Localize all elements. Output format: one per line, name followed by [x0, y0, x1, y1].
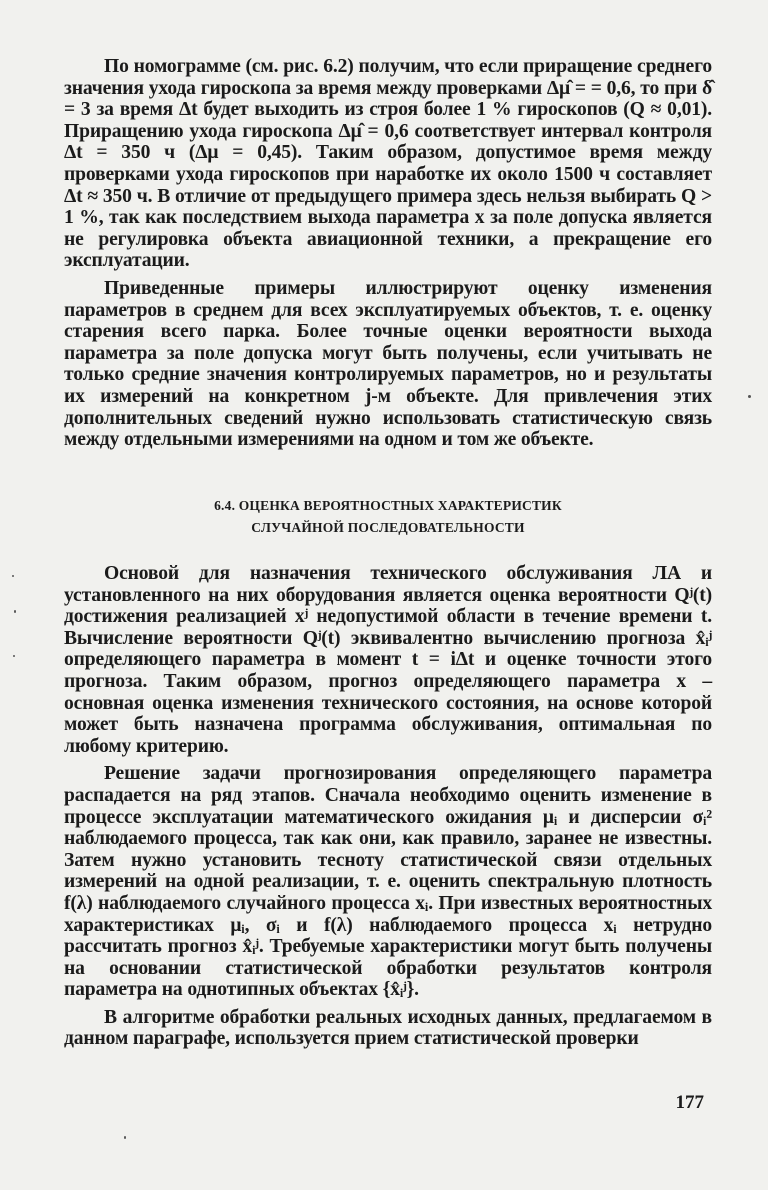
paragraph-solution: Решение задачи прогнозирования определяющего параметра распадается на ряд этапов. Сначала необходимо оценить изменение в процессе эксплуатации математического ожидания μᵢ и дисперсии σᵢ² наблюдаемого процесса, так как они, как правило, заранее не известны. Затем нужно установить тесноту статистической связи отдельных измерений на одной реализации, т. е. оценить спектральную плотность f(λ) наблюдаемого случайного процесса xᵢ. При известных вероятностных характеристиках μᵢ, σᵢ и f(λ) наблюдаемого процесса xᵢ нетрудно рассчитать прогноз x̂ᵢʲ. Требуемые характеристики могут быть получены на основании статистической обработки результатов контроля параметра на однотипных объектах {x̂ᵢʲ}.: [64, 763, 712, 1001]
page-number: 177: [675, 1092, 704, 1113]
scan-speck: [12, 575, 14, 577]
text-block-top: [64, 56, 712, 451]
scan-speck: [124, 1136, 126, 1139]
section-heading-line-1: 6.4. ОЦЕНКА ВЕРОЯТНОСТНЫХ ХАРАКТЕРИСТИК: [214, 498, 562, 513]
section-heading-line-2: СЛУЧАЙНОЙ ПОСЛЕДОВАТЕЛЬНОСТИ: [251, 520, 525, 535]
paragraph-algorithm: В алгоритме обработки реальных исходных данных, предлагаемом в данном параграфе, используется прием статистической проверки: [64, 1006, 712, 1050]
paragraph-nomogram: По номограмме (см. рис. 6.2) получим, что если приращение среднего значения ухода гироскопа за время между проверками Δμ̂ = = 0,6, то при δ̂ = 3 за время Δt будет выходить из строя более 1 % гироскопов (Q ≈ 0,01). Приращению ухода гироскопа Δμ̂ = 0,6 соответствует интервал контроля Δt = 350 ч (Δμ = 0,45). Таким образом, допустимое время между проверками ухода гироскопов при наработке их около 1500 ч составляет Δt ≈ 350 ч. В отличие от предыдущего примера здесь нельзя выбирать Q > 1 %, так как последствием выхода параметра x за поле допуска является не регулировка объекта авиационной техники, а прекращение его эксплуатации.: [64, 56, 712, 272]
paragraph-basis: Основой для назначения технического обслуживания ЛА и установленного на них оборудования является оценка вероятности Qʲ(t) достижения реализацией xʲ недопустимой области в течение времени t. Вычисление вероятности Qʲ(t) эквивалентно вычислению прогноза x̂ᵢʲ определяющего параметра в момент t = iΔt и оценке точности этого прогноза. Таким образом, прогноз определяющего параметра x – основная оценка изменения технического состояния, на основе которой может быть назначена программа обслуживания, оптимальная по любому критерию.: [64, 563, 712, 757]
scan-speck: [748, 395, 751, 398]
scan-speck: [14, 610, 16, 613]
section-heading: [64, 495, 712, 539]
scan-speck: [13, 655, 15, 657]
text-block-bottom: [64, 563, 712, 1050]
paragraph-examples: Приведенные примеры иллюстрируют оценку изменения параметров в среднем для всех эксплуатируемых объектов, т. е. оценку старения всего парка. Более точные оценки вероятности выхода параметра за поле допуска могут быть получены, если учитывать не только средние значения контролируемых параметров, но и результаты их измерений на конкретном j-м объекте. Для привлечения этих дополнительных сведений нужно использовать статистическую связь между отдельными измерениями на одном и том же объекте.: [64, 277, 712, 451]
